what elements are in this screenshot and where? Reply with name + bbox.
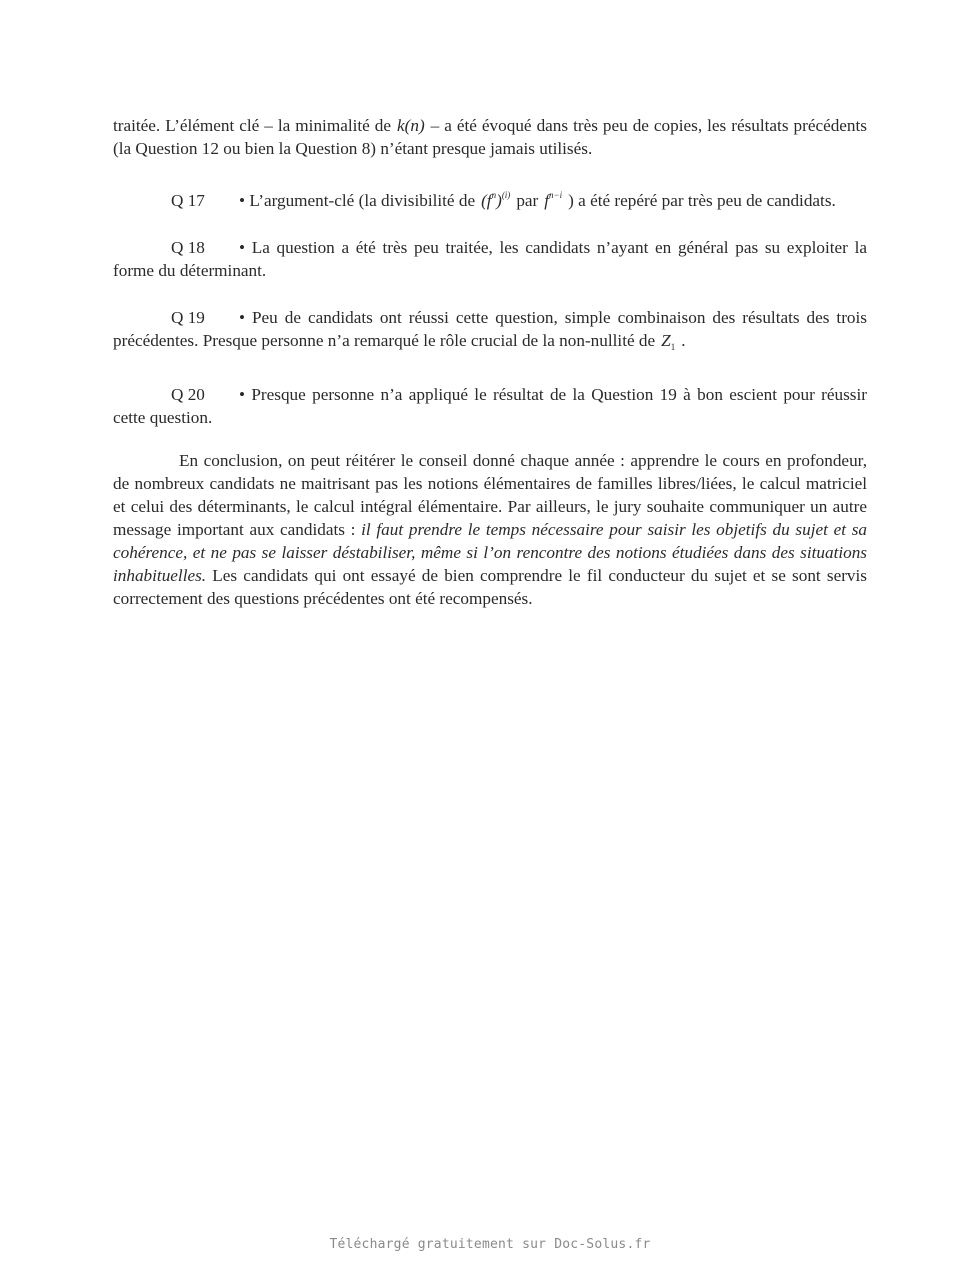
conclusion-paragraph (113, 449, 867, 610)
math-f-base: f (544, 191, 550, 210)
q17-text-par: par (516, 191, 539, 210)
math-z-subscript: 1 (670, 342, 676, 352)
math-f-n-exponent: n (491, 190, 497, 200)
question-18-label: Q 18 (171, 238, 205, 257)
p1-text-a: traitée. L’élément clé – la minimalité de (113, 116, 391, 135)
math-f-exponent: n−i (549, 190, 563, 200)
report-page (113, 114, 867, 610)
p1-text-b: – a été évoqué dans très peu de copies, les résultats précédents (la Question 12 ou bien la Question 8) n’étant presque jamais utilisés. (113, 116, 867, 158)
question-20-label: Q 20 (171, 385, 205, 404)
conclusion-text-a: En conclusion, on peut réitérer le conseil donné chaque année : apprendre le cours en profondeur, de nombreux candidats ne maitrisant pas les notions élémentaires de familles libres/liées, le calcul matriciel et celui des déterminants, le calcul intégral élémentaire. Par ailleurs, le jury souhaite communiquer un autre message important aux candidats : (113, 451, 867, 539)
question-17-label: Q 17 (171, 191, 205, 210)
q19-text-b: . (681, 331, 686, 350)
conclusion-text-b: Les candidats qui ont essayé de bien comprendre le fil conducteur du sujet et se sont servis correctement des questions précédentes ont été recompensés. (113, 566, 867, 608)
question-19-label: Q 19 (171, 308, 205, 327)
math-f-n-base: (f (481, 191, 492, 210)
download-footer: Téléchargé gratuitement sur Doc-Solus.fr (329, 1237, 651, 1252)
q17-text-b: ) a été repéré par très peu de candidats. (568, 191, 836, 210)
question-19-comment (113, 306, 867, 359)
question-18-comment (113, 236, 867, 282)
q19-text-a: • Peu de candidats ont réussi cette question, simple combinaison des résultats des trois précédentes. Presque personne n’a remarqué le rôle crucial de la non-nullité de (113, 308, 867, 350)
math-derivative-order: (i) (501, 190, 511, 200)
math-f-n-close: ) (496, 191, 502, 210)
question-17-comment (113, 184, 867, 212)
math-z-base: Z (661, 331, 671, 350)
q20-text: • Presque personne n’a appliqué le résultat de la Question 19 à bon escient pour réussir cette question. (113, 385, 867, 427)
q18-text: • La question a été très peu traitée, les candidats n’ayant en général pas su exploiter la forme du déterminant. (113, 238, 867, 280)
math-k-of-n: k(n) (397, 116, 425, 135)
q17-text-a: • L’argument-clé (la divisibilité de (239, 191, 476, 210)
paragraph-continuation (113, 114, 867, 160)
math-z1 (655, 331, 681, 350)
conclusion-advice-italic: il faut prendre le temps nécessaire pour saisir les objetifs du sujet et sa cohérence, et ne pas se laisser déstabiliser, même si l’on rencontre des notions étudiées dans des situations inhabituelles. (113, 520, 867, 585)
math-f-n-minus-i (538, 191, 568, 210)
math-f-n-derivative (475, 191, 516, 210)
question-20-comment (113, 383, 867, 429)
